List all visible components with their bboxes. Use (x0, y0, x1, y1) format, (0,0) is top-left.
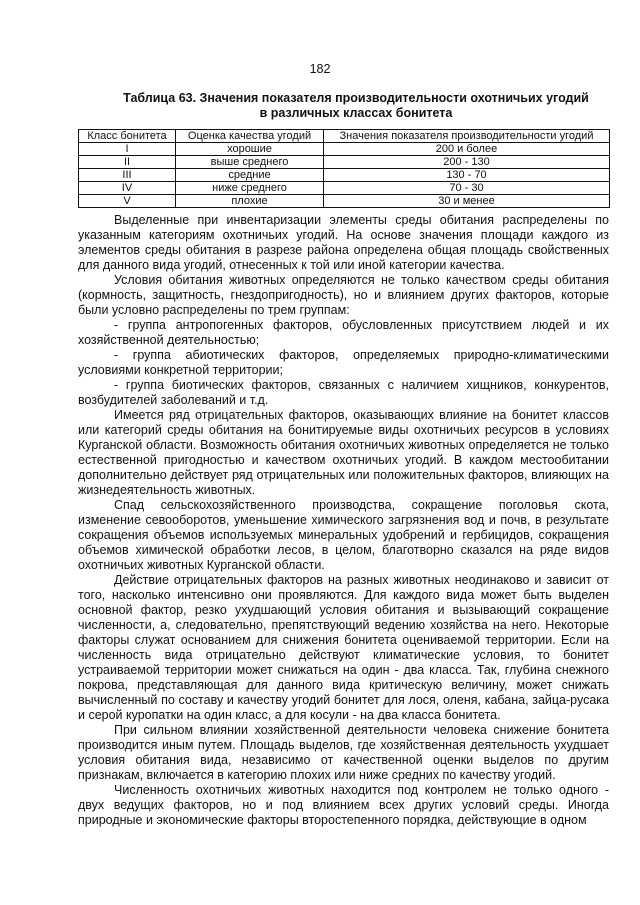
table-row (79, 169, 610, 182)
header-value: Значения показателя производительности угодий (324, 130, 610, 143)
table-row (79, 182, 610, 195)
cell-value: 130 - 70 (324, 169, 610, 182)
cell-quality: ниже среднего (176, 182, 324, 195)
header-class: Класс бонитета (79, 130, 176, 143)
table-title (96, 91, 616, 121)
table-title-line-2: в различных классах бонитета (259, 106, 453, 120)
list-item: - группа антропогенных факторов, обусловленных присутствием людей и их хозяйственной деятельностью; (78, 318, 609, 347)
cell-quality: хорошие (176, 143, 324, 156)
cell-quality: выше среднего (176, 156, 324, 169)
bonitet-table (78, 129, 610, 208)
paragraph: При сильном влиянии хозяйственной деятельности человека снижение бонитета производится иным путем. Площадь выделов, где хозяйственная деятельность ухудшает условия обитания вида, независимо от качественной оценки выделов по другим признакам, включается в категорию плохих или ниже средних по качеству угодий. (78, 723, 609, 782)
cell-quality: плохие (176, 195, 324, 208)
cell-value: 70 - 30 (324, 182, 610, 195)
cell-class: II (79, 156, 176, 169)
cell-class: I (79, 143, 176, 156)
table-header-row (79, 130, 610, 143)
cell-class: III (79, 169, 176, 182)
table-row (79, 156, 610, 169)
paragraph: Спад сельскохозяйственного производства, сокращение поголовья скота, изменение севооборотов, уменьшение химического загрязнения вод и почв, в результате сокращения объемов используемых минеральных удобрений и гербицидов, сокращения объемов химической обработки лесов, в целом, благотворно сказался на ряде видов охотничьих животных Курганской области. (78, 498, 609, 572)
list-item: - группа абиотических факторов, определяемых природно-климатическими условиями конкретной территории; (78, 348, 609, 377)
paragraph: Действие отрицательных факторов на разных животных неодинаково и зависит от того, насколько интенсивно они проявляются. Для каждого вида может быть выделен основной фактор, резко ухудшающий условия обитания и вызывающий сокращение численности, а, следовательно, препятствующий ведению хозяйства на него. Некоторые факторы служат основанием для снижения бонитета оцениваемой территории. Если на численность вида отрицательно действуют климатические условия, то бонитет устраиваемой территории может снижаться на один - два класса. Так, глубина снежного покрова, представляющая для данного вида критическую величину, может снижать вычисленный по составу и качеству угодий бонитет для лося, оленя, кабана, зайца-русака и серой куропатки на один класс, а для косули - на два класса бонитета. (78, 573, 609, 722)
page-number: 182 (309, 62, 331, 76)
table-row (79, 195, 610, 208)
paragraph: Условия обитания животных определяются не только качеством среды обитания (кормность, защитность, гнездопригодность), но и влиянием других факторов, которые были условно распределены по трем группам: (78, 273, 609, 317)
header-quality: Оценка качества угодий (176, 130, 324, 143)
table-row (79, 143, 610, 156)
cell-quality: средние (176, 169, 324, 182)
cell-value: 30 и менее (324, 195, 610, 208)
paragraph: Численность охотничьих животных находится под контролем не только одного - двух ведущих факторов, но и под влиянием всех других условий среды. Иногда природные и экономические факторы второстепенного порядка, действующие в одном (78, 783, 609, 827)
list-item: - группа биотических факторов, связанных с наличием хищников, конкурентов, возбудителей заболеваний и т.д. (78, 378, 609, 407)
cell-value: 200 и более (324, 143, 610, 156)
cell-value: 200 - 130 (324, 156, 610, 169)
body-text (78, 213, 609, 828)
cell-class: IV (79, 182, 176, 195)
paragraph: Имеется ряд отрицательных факторов, оказывающих влияние на бонитет классов или категорий среды обитания на бонитируемые виды охотничьих ресурсов в условиях Курганской области. Возможность обитания охотничьих животных определяется не только естественной пригодностью и качеством охотничьих угодий. В каждом местообитании дополнительно действует ряд отрицательных или положительных факторов, влияющих на жизнедеятельность животных. (78, 408, 609, 497)
paragraph: Выделенные при инвентаризации элементы среды обитания распределены по указанным категориям охотничьих угодий. На основе значения площади каждого из элементов среды обитания в разрезе района определена общая площадь свойственных для данного вида угодий, отнесенных к той или иной категории качества. (78, 213, 609, 272)
cell-class: V (79, 195, 176, 208)
table-title-line-1: Таблица 63. Значения показателя производительности охотничьих угодий (123, 91, 589, 105)
